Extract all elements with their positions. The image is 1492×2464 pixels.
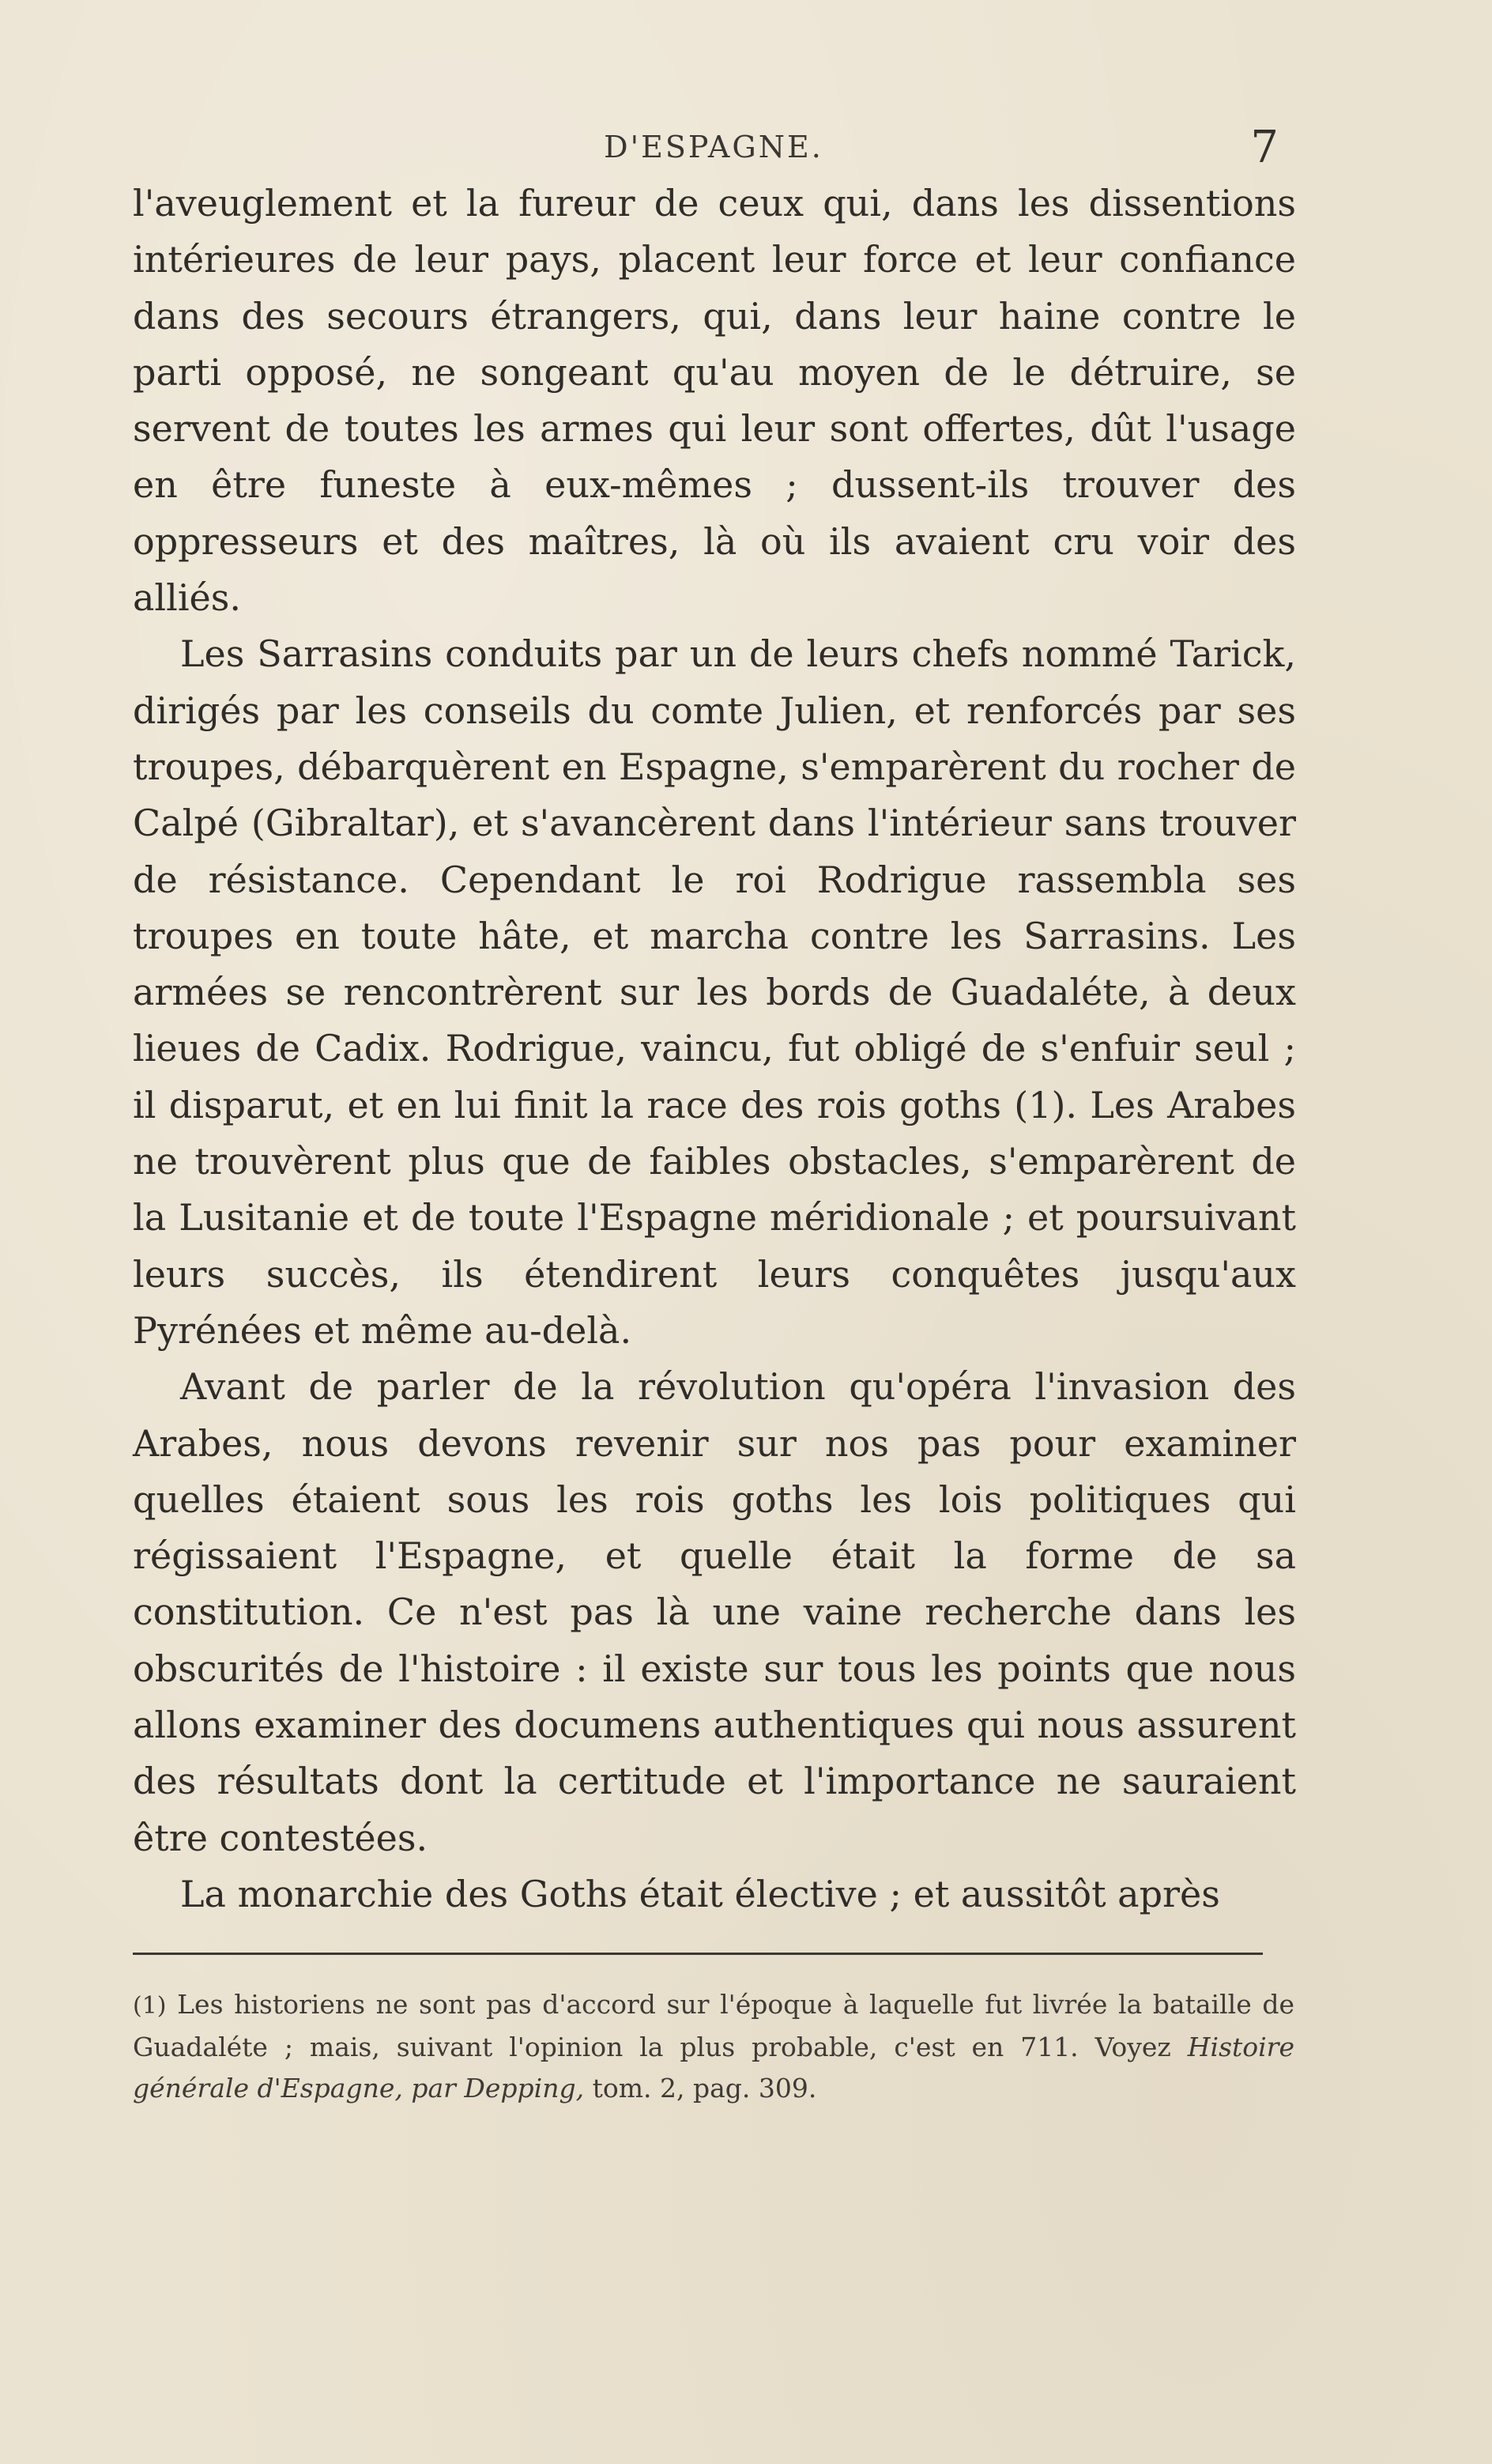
page-number: 7 [1250,122,1279,173]
running-title: D'ESPAGNE. [604,130,823,164]
paragraph-sarrasins: Les Sarrasins conduits par un de leurs chefs nommé Tarick, dirigés par les conseils du comte Julien, et renforcés par ses troupes, débarquèrent en Espagne, s'emparèrent du rocher de Calpé (Gibraltar), et s'avancèrent dans l'intérieur sans trouver de résistance. Cependant le roi Rodrigue rassembla ses troupes en toute hâte, et marcha contre les Sarrasins. Les armées se rencontrèrent sur les bords de Guadaléte, à deux lieues de Cadix. Rodrigue, vaincu, fut obligé de s'enfuir seul ; il disparut, et en lui finit la race des rois goths (1). Les Arabes ne trouvèrent plus que de faibles obstacles, s'emparèrent de la Lusitanie et de toute l'Espagne méridionale ; et poursuivant leurs succès, ils étendirent leurs conquêtes jusqu'aux Pyrénées et même au-delà. [133,632,1296,1352]
paragraph-continuation: l'aveuglement et la fureur de ceux qui, dans les dissentions intérieures de leur pays, placent leur force et leur confiance dans des secours étrangers, qui, dans leur haine contre le parti opposé, ne songeant qu'au moyen de le détruire, se servent de toutes les armes qui leur sont offertes, dût l'usage en être funeste à eux-mêmes ; dussent-ils trouver des oppresseurs et des maîtres, là où ils avaient cru voir des alliés. [133,182,1296,620]
footnote-marker: (1) [133,1992,167,2020]
body-text [133,175,1296,1923]
footnote [133,1984,1294,2109]
running-head [133,119,1294,174]
footnote-text: Les historiens ne sont pas d'accord sur l'époque à laquelle fut livrée la bataille de Guadaléte ; mais, suivant l'opinion la plus probable, c'est en 711. Voyez [133,1989,1294,2062]
footnote-citation-location: tom. 2, pag. 309. [592,2073,817,2104]
paragraph-monarchie: La monarchie des Goths était élective ; et aussitôt après [180,1872,1220,1915]
footnote-divider [133,1953,1263,1955]
paragraph-invasion: Avant de parler de la révolution qu'opéra l'invasion des Arabes, nous devons revenir sur nos pas pour examiner quelles étaient sous les rois goths les lois politiques qui régissaient l'Espagne, et quelle était la forme de sa constitution. Ce n'est pas là une vaine recherche dans les obscurités de l'histoire : il existe sur tous les points que nous allons examiner des documens authentiques qui nous assurent des résultats dont la certitude et l'importance ne sauraient être contestées. [133,1365,1296,1859]
footnote-citation-title: Histoire générale d'Espagne, par Depping, [133,2032,1294,2104]
